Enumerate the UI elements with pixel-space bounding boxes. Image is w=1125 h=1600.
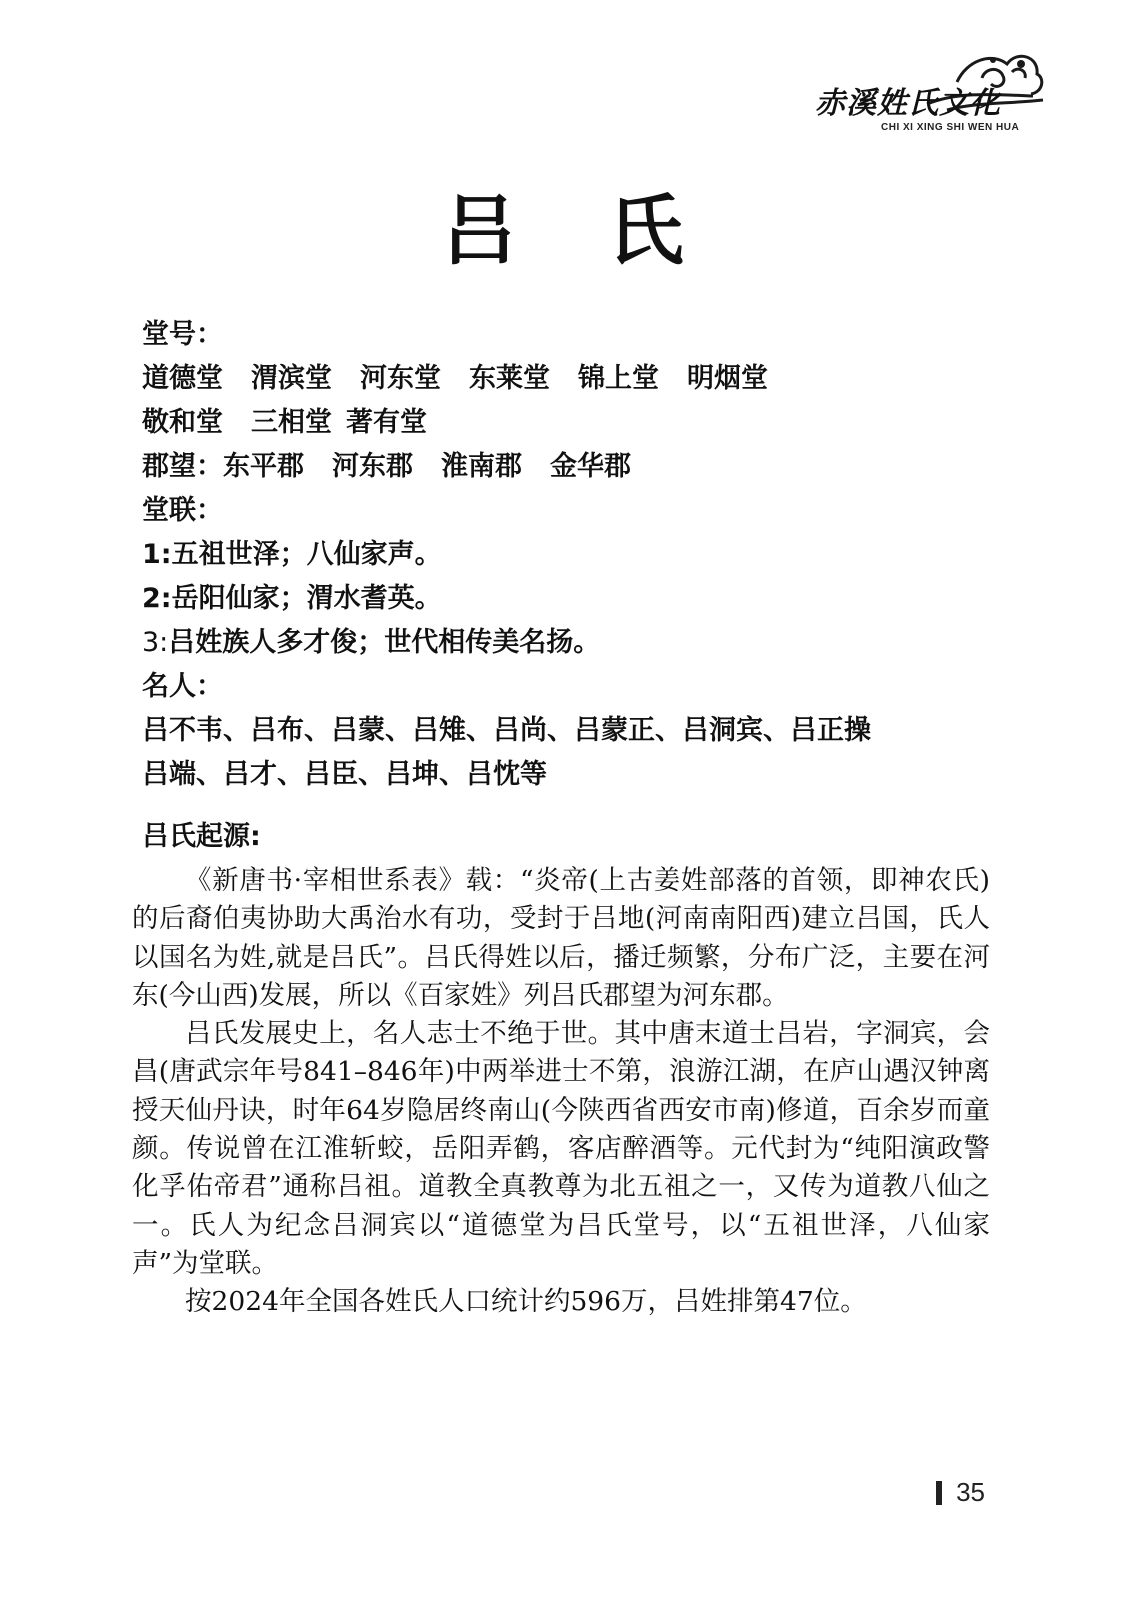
hall-name: 三相堂 — [251, 407, 332, 438]
origin-heading: 吕氏起源: — [142, 821, 261, 852]
famous-list-row-2: 吕端、吕才、吕臣、吕坤、吕忱等 — [142, 759, 547, 790]
page-number — [936, 1477, 985, 1508]
origin-body — [132, 862, 990, 1322]
famous-heading: 名人： — [142, 671, 223, 702]
couplet-3 — [142, 621, 1002, 665]
couplet-number: 1: — [142, 539, 172, 570]
couplet-heading: 堂联： — [142, 495, 223, 526]
hall-heading: 堂号： — [142, 319, 223, 350]
couplet-number: 2: — [142, 583, 172, 614]
hall-name: 明烟堂 — [687, 363, 768, 394]
commandery-label: 郡望： — [142, 451, 223, 482]
commandery-name: 淮南郡 — [441, 451, 522, 482]
surname-info-block — [142, 313, 1002, 797]
commandery-name: 东平郡 — [223, 451, 304, 482]
hall-list-row-2 — [142, 401, 1002, 445]
series-logo — [807, 42, 1047, 142]
origin-paragraph: 吕氏发展史上，名人志士不绝于世。其中唐末道士吕岩，字洞宾，会昌(唐武宗年号841–846年)中两举进士不第，浪游江湖，在庐山遇汉钟离授天仙丹诀，时年64岁隐居终南山(今陕西省西安市南)修道，百余岁而童颜。传说曾在江淮斩蛟，岳阳弄鹤，客店醉酒等。元代封为“纯阳演政警化孚佑帝君”通称吕祖。道教全真教尊为北五祖之一，又传为道教八仙之一。氏人为纪念吕洞宾以“道德堂为吕氏堂号，以“五祖世泽，八仙家声”为堂联。 — [132, 1018, 990, 1279]
page-number-bar — [936, 1481, 942, 1505]
couplet-1 — [142, 533, 1002, 577]
page-title: 吕氏 — [441, 186, 774, 275]
couplet-number: 3: — [142, 627, 169, 658]
couplet-2 — [142, 577, 1002, 621]
logo-pinyin: CHI XI XING SHI WEN HUA — [881, 122, 1020, 133]
couplet-text: 五祖世泽；八仙家声。 — [171, 539, 442, 570]
commandery-name: 金华郡 — [550, 451, 631, 482]
couplet-text: 吕姓族人多才俊；世代相传美名扬。 — [168, 627, 601, 658]
hall-list-row-1 — [142, 357, 1002, 401]
hall-name: 敬和堂 — [142, 407, 223, 438]
hall-name: 锦上堂 — [578, 363, 659, 394]
commandery-row — [142, 445, 1002, 489]
page-number-value: 35 — [956, 1477, 985, 1507]
hall-name: 东莱堂 — [469, 363, 550, 394]
origin-paragraph: 按2024年全国各姓氏人口统计约596万，吕姓排第47位。 — [185, 1286, 867, 1318]
famous-list-row-1: 吕不韦、吕布、吕蒙、吕雉、吕尚、吕蒙正、吕洞宾、吕正操 — [142, 715, 871, 746]
hall-name: 道德堂 — [142, 363, 223, 394]
commandery-name: 河东郡 — [332, 451, 413, 482]
logo-title: 赤溪姓氏文化 — [815, 86, 1001, 121]
hall-name: 著有堂 — [346, 407, 427, 438]
hall-name: 渭滨堂 — [251, 363, 332, 394]
origin-paragraph: 《新唐书·宰相世系表》载：“炎帝(上古姜姓部落的首领，即神农氏)的后裔伯夷协助大禹治水有功，受封于吕地(河南南阳西)建立吕国，氏人以国名为姓,就是吕氏”。吕氏得姓以后，播迁频繁，分布广泛，主要在河东(今山西)发展，所以《百家姓》列吕氏郡望为河东郡。 — [132, 865, 990, 1011]
hall-name: 河东堂 — [360, 363, 441, 394]
couplet-text: 岳阳仙家；渭水耆英。 — [171, 583, 442, 614]
